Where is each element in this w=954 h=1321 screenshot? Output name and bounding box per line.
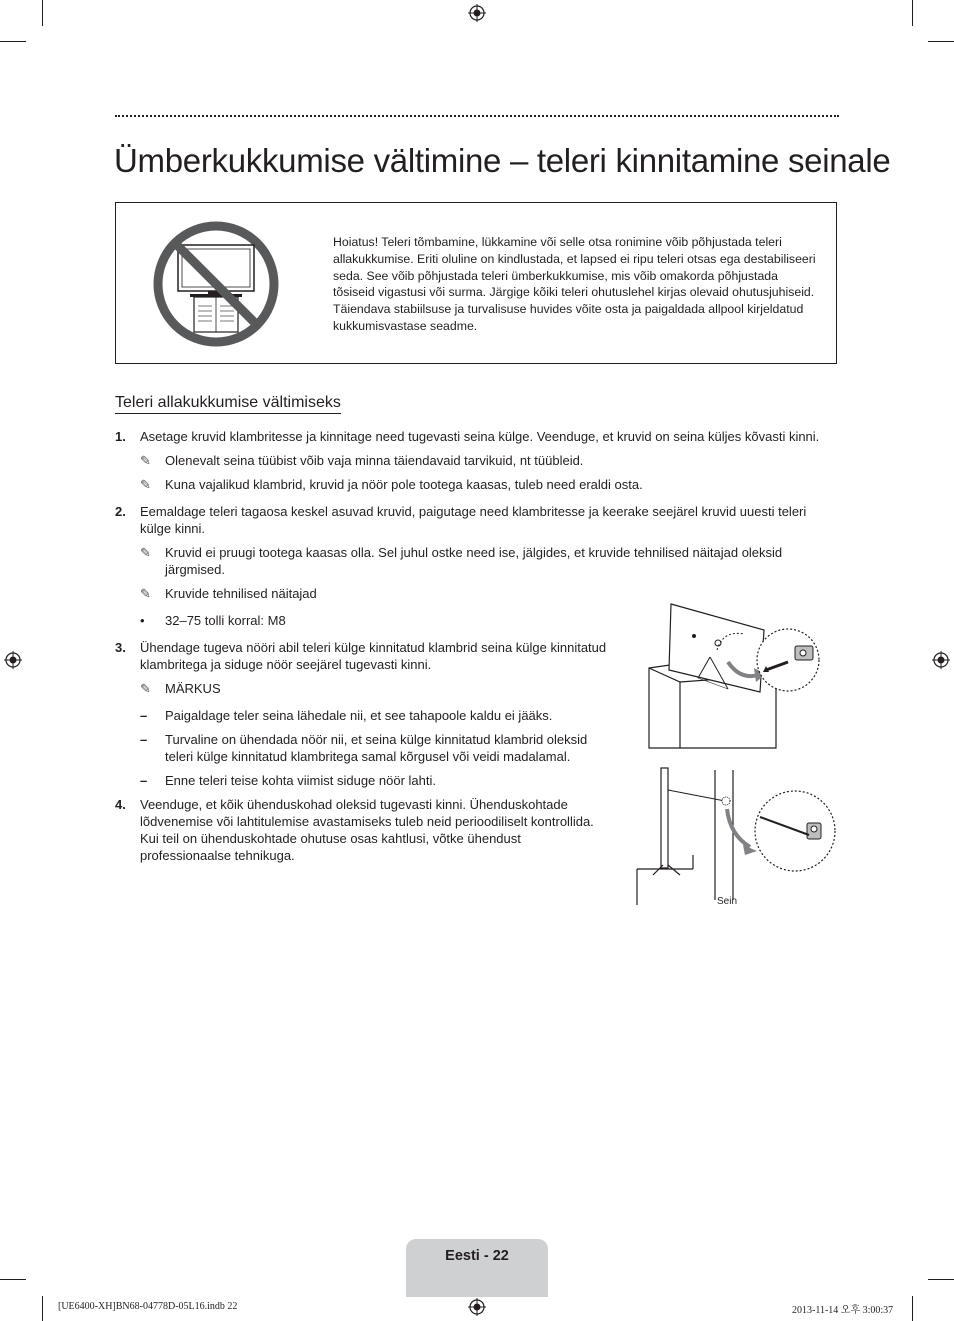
note-pencil-icon: ✎ [140, 477, 151, 492]
no-climbing-tv-icon [152, 220, 280, 348]
note-text: Olenevalt seina tüübist võib vaja minna täiendavaid tarvikuid, nt tüübleid. [165, 453, 584, 468]
registration-mark-icon [4, 651, 22, 669]
crop-mark [42, 0, 43, 26]
print-date-info: 2013-11-14 오후 3:00:37 [792, 1305, 894, 1316]
note-text: Kruvide tehnilised näitajad [165, 586, 317, 601]
dash-text: Turvaline on ühendada nöör nii, et seina külge kinnitatud klambrid oleksid teleri külge kinnitatud klambritega samal kõrgusel või veidi madalamal. [165, 732, 588, 764]
note [140, 452, 839, 469]
crop-mark [912, 1296, 913, 1321]
bullet-icon: • [140, 613, 145, 628]
crop-mark [912, 0, 913, 26]
crop-mark [42, 1296, 43, 1321]
registration-mark-icon [468, 4, 486, 22]
note [140, 680, 610, 697]
dash-icon: – [140, 708, 148, 723]
note [140, 476, 839, 493]
step-3 [115, 639, 610, 789]
step-number: 3. [115, 640, 126, 655]
note-pencil-icon: ✎ [140, 453, 151, 468]
tv-bracket-illustration [640, 600, 830, 750]
dash-icon: – [140, 773, 148, 788]
list-item [140, 731, 610, 765]
tv-wall-illustration [635, 765, 840, 910]
registration-mark-icon [932, 651, 950, 669]
step-number: 1. [115, 429, 126, 444]
step-text: Asetage kruvid klambritesse ja kinnitage need tugevasti seina külge. Veenduge, et kruvid on seina küljes kõvasti kinni. [140, 429, 820, 444]
warning-text: Hoiatus! Teleri tõmbamine, lükkamine või selle otsa ronimine võib põhjustada teleri allakukkumise. Eriti oluline on kindlustada, et lapsed ei ripu teleri otsas ega destabiliseeri seda. See võib põhjustada teleri ümberkukkumise, mis võib omakorda põhjustada tõsiseid vigastusi või surma. Järgige kõiki teleri ohutuslehel kirjas olevaid ohutusjuhiseid. Täiendava stabiilsuse ja turvalisuse huvides võite osta ja paigaldada allpool kirjeldatud kukkumisvastase seadme. [333, 235, 816, 333]
crop-mark [0, 1279, 26, 1280]
page-number-tab [406, 1239, 548, 1297]
warning-box [115, 202, 837, 364]
registration-mark-icon [468, 1298, 486, 1316]
crop-mark [928, 1279, 954, 1280]
title-rule [115, 115, 839, 117]
note-pencil-icon: ✎ [140, 586, 151, 601]
note-text: Kruvid ei pruugi tootega kaasas olla. Sel juhul ostke need ise, jälgides, et kruvide tehnilised näitajad oleksid järgmised. [165, 545, 783, 577]
dash-text: Paigaldage teler seina lähedale nii, et see tahapoole kaldu ei jääks. [165, 708, 553, 723]
page-number: Eesti - 22 [445, 1248, 509, 1264]
step-number: 2. [115, 504, 126, 519]
step-4 [115, 796, 610, 864]
dash-icon: – [140, 732, 148, 747]
step-number: 4. [115, 797, 126, 812]
crop-mark [928, 41, 954, 42]
note-text: Kuna vajalikud klambrid, kruvid ja nöör pole tootega kaasas, tuleb need eraldi osta. [165, 477, 643, 492]
crop-mark [0, 41, 26, 42]
step-text: Veenduge, et kõik ühenduskohad oleksid tugevasti kinni. Ühenduskohtade lõdvenemise või lahtitulemise avastamiseks tuleb neid perioodiliselt kontrollida. Kui teil on ühenduskohtade ohutuse osas kahtlusi, võtke ühendust professionaalse tehnikuga. [140, 797, 594, 863]
print-file-info: [UE6400-XH]BN68-04778D-05L16.indb 22 [58, 1301, 238, 1312]
page-title: Ümberkukkumise vältimine – teleri kinnitamine seinale [114, 142, 891, 180]
note-text: MÄRKUS [165, 681, 221, 696]
section-heading: Teleri allakukkumise vältimiseks [115, 394, 341, 414]
step-1 [115, 428, 839, 493]
note-pencil-icon: ✎ [140, 545, 151, 560]
bullet-text: 32–75 tolli korral: M8 [165, 613, 286, 628]
dash-text: Enne teleri teise kohta viimist siduge nöör lahti. [165, 773, 436, 788]
step-text: Eemaldage teleri tagaosa keskel asuvad kruvid, paigutage need klambritesse ja keerake seejärel kruvid uuesti teleri külge kinni. [140, 504, 807, 536]
note-pencil-icon: ✎ [140, 681, 151, 696]
list-item [140, 707, 610, 724]
list-item [140, 772, 610, 789]
step-text: Ühendage tugeva nööri abil teleri külge kinnitatud klambrid seina külge kinnitatud klambritega ja siduge nöör seejärel tugevasti kinni. [140, 640, 607, 672]
wall-label: Sein [717, 896, 738, 907]
note [140, 544, 839, 578]
